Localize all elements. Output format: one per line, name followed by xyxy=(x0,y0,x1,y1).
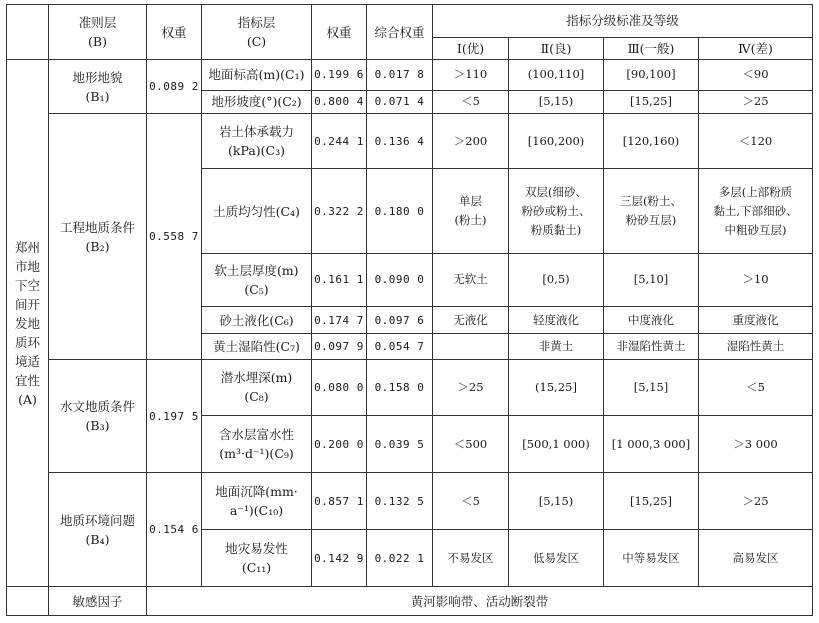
grade-value: ＜120 xyxy=(738,133,773,148)
grade-value: ＞25 xyxy=(742,94,769,109)
criterion-code: (B₁) xyxy=(85,88,110,104)
grade-cell-1 xyxy=(433,114,509,169)
indicator-weight-header-label: 权重 xyxy=(326,24,352,40)
grade-value: [15,25] xyxy=(630,94,672,109)
composite-weight: 0.132 5 xyxy=(374,494,425,508)
indicator-cell xyxy=(202,334,312,360)
composite-weight-cell xyxy=(367,416,433,473)
grade-value: ＞25 xyxy=(742,493,769,508)
indicator-weight-cell xyxy=(312,90,367,113)
indicator-name: 地灾易发性 xyxy=(225,541,288,557)
criterion-cell xyxy=(49,359,147,472)
grade-value: [5,10] xyxy=(633,272,669,287)
grade-value: 湿陷性黄土 xyxy=(726,339,785,354)
criterion-weight-cell xyxy=(147,473,202,587)
indicator-header xyxy=(202,5,312,60)
grade-value: ＞200 xyxy=(453,133,488,148)
grade-cell-2 xyxy=(509,306,604,334)
indicator-weight-cell xyxy=(312,473,367,530)
indicator-name: 黄土湿陷性(C₇) xyxy=(213,339,300,355)
sensitive-factor-value-cell xyxy=(147,587,813,616)
grade-value: [15,25] xyxy=(630,493,672,508)
criterion-cell xyxy=(49,114,147,360)
indicator-cell xyxy=(202,60,312,91)
grade-value: ＜5 xyxy=(461,493,480,508)
grade-cell-3 xyxy=(604,306,699,334)
grade-value: 黏土,下部细砂、 xyxy=(713,203,798,218)
indicator-name: (C₈) xyxy=(244,389,269,405)
grade-value: 重度液化 xyxy=(732,312,779,327)
grade-header-1 xyxy=(433,37,509,59)
grade-cell-1 xyxy=(433,306,509,334)
criterion-weight-cell xyxy=(147,114,202,360)
grade-cell-1 xyxy=(433,359,509,415)
grade-cell-4 xyxy=(699,306,813,334)
grade-value: 粉砂互层) xyxy=(625,213,677,228)
indicator-weight: 0.097 9 xyxy=(314,340,364,354)
grade-header-4 xyxy=(699,37,813,59)
composite-weight: 0.039 5 xyxy=(374,437,425,451)
grade-value: [5,15) xyxy=(538,94,574,109)
goal-text: 市地 xyxy=(14,258,40,274)
indicator-weight-cell xyxy=(312,334,367,360)
grade-value: ＜90 xyxy=(742,67,769,82)
grade-cell-3 xyxy=(604,416,699,473)
grade-cell-3 xyxy=(604,60,699,91)
indicator-cell xyxy=(202,114,312,169)
grade-cell-1 xyxy=(433,473,509,530)
grade-cell-2 xyxy=(509,169,604,254)
grade-header-label: Ⅱ(良) xyxy=(540,40,572,56)
indicator-weight: 0.174 7 xyxy=(314,313,364,327)
indicator-name: (C₁₁) xyxy=(241,560,272,576)
grade-value: [0,5) xyxy=(542,272,570,287)
table-row xyxy=(7,473,813,530)
grade-value: 中等易发区 xyxy=(622,550,680,565)
criterion-name: 水文地质条件 xyxy=(59,399,135,415)
grade-value: (15,25] xyxy=(535,379,577,394)
criterion-header-code: (B) xyxy=(88,34,107,50)
indicator-name: (kPa)(C₃) xyxy=(228,143,285,159)
grade-value: [5,15] xyxy=(633,379,669,394)
goal-cell xyxy=(7,60,49,587)
composite-weight: 0.017 8 xyxy=(374,68,425,82)
indicator-name: (m³·d⁻¹)(C₉) xyxy=(219,446,294,462)
evaluation-index-table xyxy=(6,4,813,616)
table-row xyxy=(7,5,813,38)
goal-text: 宜性 xyxy=(14,372,40,388)
grade-header-label: Ⅳ(差) xyxy=(738,40,773,56)
indicator-weight-cell xyxy=(312,416,367,473)
indicator-weight-cell xyxy=(312,60,367,91)
composite-weight-cell xyxy=(367,60,433,91)
footer-blank-cell xyxy=(7,587,49,616)
goal-text: 境适 xyxy=(14,353,40,369)
indicator-weight-cell xyxy=(312,253,367,306)
grade-cell-1 xyxy=(433,60,509,91)
criterion-header xyxy=(49,5,147,60)
indicator-cell xyxy=(202,90,312,113)
grade-value: ＞10 xyxy=(742,272,769,287)
indicator-weight: 0.142 9 xyxy=(314,551,364,565)
grade-cell-1 xyxy=(433,253,509,306)
composite-weight-cell xyxy=(367,114,433,169)
criterion-code: (B₃) xyxy=(85,418,110,434)
grade-value: [1 000,3 000] xyxy=(611,436,691,451)
indicator-cell xyxy=(202,306,312,334)
indicator-weight-cell xyxy=(312,114,367,169)
grade-cell-3 xyxy=(604,359,699,415)
grade-cell-2 xyxy=(509,359,604,415)
grade-cell-1 xyxy=(433,90,509,113)
indicator-weight: 0.244 1 xyxy=(314,134,364,148)
grade-cell-2 xyxy=(509,114,604,169)
weight-header xyxy=(147,5,202,60)
indicator-name: 土质均匀性(C₄) xyxy=(213,203,300,219)
indicator-cell xyxy=(202,416,312,473)
grade-cell-4 xyxy=(699,169,813,254)
grade-value: ＞25 xyxy=(457,379,484,394)
grade-cell-2 xyxy=(509,416,604,473)
grade-header-2 xyxy=(509,37,604,59)
criterion-cell xyxy=(49,60,147,114)
composite-weight: 0.136 4 xyxy=(374,134,425,148)
grade-cell-4 xyxy=(699,60,813,91)
indicator-weight-cell xyxy=(312,359,367,415)
indicator-header-code: (C) xyxy=(246,34,267,50)
sensitive-factor-value: 黄河影响带、活动断裂带 xyxy=(410,593,549,609)
weight-header-label: 权重 xyxy=(161,24,187,40)
grade-cell-4 xyxy=(699,90,813,113)
indicator-cell xyxy=(202,473,312,530)
indicator-name: 潜水埋深(m) xyxy=(220,370,293,386)
composite-weight-cell xyxy=(367,473,433,530)
grade-cell-4 xyxy=(699,334,813,360)
criterion-cell xyxy=(49,473,147,587)
grade-value: 粉砂或粉土、 xyxy=(521,203,591,218)
table-row xyxy=(7,359,813,415)
criterion-weight-cell xyxy=(147,359,202,472)
composite-weight-cell xyxy=(367,306,433,334)
grade-cell-1 xyxy=(433,334,509,360)
grading-header-label: 指标分级标准及等级 xyxy=(566,13,679,29)
grade-cell-3 xyxy=(604,253,699,306)
indicator-cell xyxy=(202,169,312,254)
grade-cell-2 xyxy=(509,253,604,306)
composite-weight-cell xyxy=(367,253,433,306)
goal-text: 郑州 xyxy=(14,239,40,255)
goal-text: 下空 xyxy=(14,277,40,293)
criterion-weight: 0.197 5 xyxy=(149,409,199,423)
grade-cell-2 xyxy=(509,60,604,91)
grade-value: 中粗砂互层) xyxy=(724,222,787,237)
goal-text: 质环 xyxy=(14,334,40,350)
goal-header-cell xyxy=(7,5,49,60)
grade-value: 三层(粉土、 xyxy=(620,194,682,209)
grade-cell-4 xyxy=(699,114,813,169)
sensitive-factor-label-cell xyxy=(49,587,147,616)
goal-text: 发地 xyxy=(14,315,40,331)
goal-text: (A) xyxy=(18,391,37,407)
grade-value: 中度液化 xyxy=(628,312,674,327)
indicator-weight: 0.322 2 xyxy=(314,204,364,218)
indicator-name: 含水层富水性 xyxy=(218,427,294,443)
grade-value: 单层 xyxy=(459,194,482,209)
indicator-name: 砂土液化(C₆) xyxy=(219,312,294,328)
grade-value: 低易发区 xyxy=(533,550,579,565)
sensitive-factor-label: 敏感因子 xyxy=(72,593,123,609)
indicator-weight: 0.080 0 xyxy=(314,380,364,394)
composite-weight-cell xyxy=(367,169,433,254)
indicator-cell xyxy=(202,530,312,587)
criterion-name: 地形地貌 xyxy=(72,69,123,85)
grade-value: 无液化 xyxy=(453,312,488,327)
composite-weight-cell xyxy=(367,334,433,360)
composite-weight-cell xyxy=(367,359,433,415)
grade-value: 非湿陷性黄土 xyxy=(616,339,686,354)
grade-cell-4 xyxy=(699,416,813,473)
grade-cell-3 xyxy=(604,90,699,113)
grade-cell-2 xyxy=(509,530,604,587)
grade-value: (粉土) xyxy=(454,213,487,228)
indicator-weight-cell xyxy=(312,169,367,254)
grade-cell-1 xyxy=(433,416,509,473)
criterion-weight-cell xyxy=(147,60,202,114)
grade-value: 非黄土 xyxy=(538,339,574,354)
criterion-weight: 0.558 7 xyxy=(149,230,199,244)
table-row xyxy=(7,587,813,616)
indicator-weight-cell xyxy=(312,530,367,587)
composite-weight: 0.180 0 xyxy=(374,204,425,218)
grade-value: ＜500 xyxy=(453,436,488,451)
criterion-header-label: 准则层 xyxy=(78,15,117,31)
grade-cell-3 xyxy=(604,334,699,360)
grade-cell-4 xyxy=(699,530,813,587)
grade-value: ＞110 xyxy=(453,67,488,82)
indicator-header-label: 指标层 xyxy=(237,15,276,31)
grade-value: 不易发区 xyxy=(447,550,494,565)
criterion-name: 工程地质条件 xyxy=(59,219,135,235)
grade-cell-1 xyxy=(433,169,509,254)
indicator-weight: 0.161 1 xyxy=(314,273,364,287)
indicator-name: (C₅) xyxy=(244,281,269,297)
grade-value: [500,1 000) xyxy=(522,436,590,451)
grade-value: 双层(细砂、 xyxy=(525,184,587,199)
indicator-name: a⁻¹)(C₁₀) xyxy=(229,503,284,519)
criterion-code: (B₂) xyxy=(85,238,110,254)
criterion-name: 地质环境问题 xyxy=(59,512,135,528)
indicator-cell xyxy=(202,253,312,306)
grade-header-3 xyxy=(604,37,699,59)
composite-weight-cell xyxy=(367,530,433,587)
grade-cell-3 xyxy=(604,114,699,169)
table-row xyxy=(7,60,813,91)
indicator-cell xyxy=(202,359,312,415)
table-row xyxy=(7,114,813,169)
indicator-name: 地面沉降(mm· xyxy=(215,484,298,500)
grade-value: 多层(上部粉质 xyxy=(718,184,793,199)
grade-header-label: Ⅰ(优) xyxy=(456,40,485,56)
grade-value: 无软土 xyxy=(453,272,488,287)
indicator-weight: 0.857 1 xyxy=(314,494,364,508)
composite-weight: 0.054 7 xyxy=(374,340,425,354)
grade-cell-4 xyxy=(699,359,813,415)
grade-cell-2 xyxy=(509,473,604,530)
grade-cell-2 xyxy=(509,90,604,113)
grade-value: 粉质黏土) xyxy=(530,222,582,237)
grade-value: 轻度液化 xyxy=(533,312,579,327)
criterion-code: (B₄) xyxy=(85,531,110,547)
composite-weight-cell xyxy=(367,90,433,113)
grade-value: [120,160) xyxy=(622,133,680,148)
grade-cell-3 xyxy=(604,530,699,587)
indicator-weight-cell xyxy=(312,306,367,334)
grade-cell-1 xyxy=(433,530,509,587)
grade-cell-2 xyxy=(509,334,604,360)
grade-value: [5,15) xyxy=(538,493,574,508)
composite-weight-header-label: 综合权重 xyxy=(374,24,425,40)
indicator-name: 地面标高(m)(C₁) xyxy=(208,67,305,83)
grade-value: 高易发区 xyxy=(732,550,779,565)
indicator-name: 软土层厚度(m) xyxy=(214,262,299,278)
grade-header-label: Ⅲ(一般) xyxy=(627,40,675,56)
grade-cell-4 xyxy=(699,253,813,306)
grade-value: ＞3 000 xyxy=(733,436,778,451)
indicator-weight: 0.800 4 xyxy=(314,95,364,109)
indicator-name: 岩土体承载力 xyxy=(218,124,294,140)
grade-value: (100,110] xyxy=(527,67,585,82)
composite-weight-header xyxy=(367,5,433,60)
composite-weight: 0.071 4 xyxy=(374,95,425,109)
grading-header xyxy=(433,5,813,38)
grade-cell-4 xyxy=(699,473,813,530)
indicator-weight: 0.200 0 xyxy=(314,437,364,451)
composite-weight: 0.022 1 xyxy=(374,551,425,565)
grade-cell-3 xyxy=(604,169,699,254)
goal-text: 间开 xyxy=(14,296,40,312)
criterion-weight: 0.154 6 xyxy=(149,523,199,537)
grade-value: ＜5 xyxy=(746,379,765,394)
composite-weight: 0.158 0 xyxy=(374,380,425,394)
grade-value: ＜5 xyxy=(461,94,480,109)
indicator-weight-header xyxy=(312,5,367,60)
criterion-weight: 0.089 2 xyxy=(149,80,199,94)
indicator-weight: 0.199 6 xyxy=(314,68,364,82)
grade-value: [90,100] xyxy=(626,67,676,82)
indicator-name: 地形坡度(°)(C₂) xyxy=(211,94,302,110)
grade-value: [160,200) xyxy=(527,133,585,148)
grade-cell-3 xyxy=(604,473,699,530)
composite-weight: 0.090 0 xyxy=(374,273,425,287)
composite-weight: 0.097 6 xyxy=(374,313,425,327)
